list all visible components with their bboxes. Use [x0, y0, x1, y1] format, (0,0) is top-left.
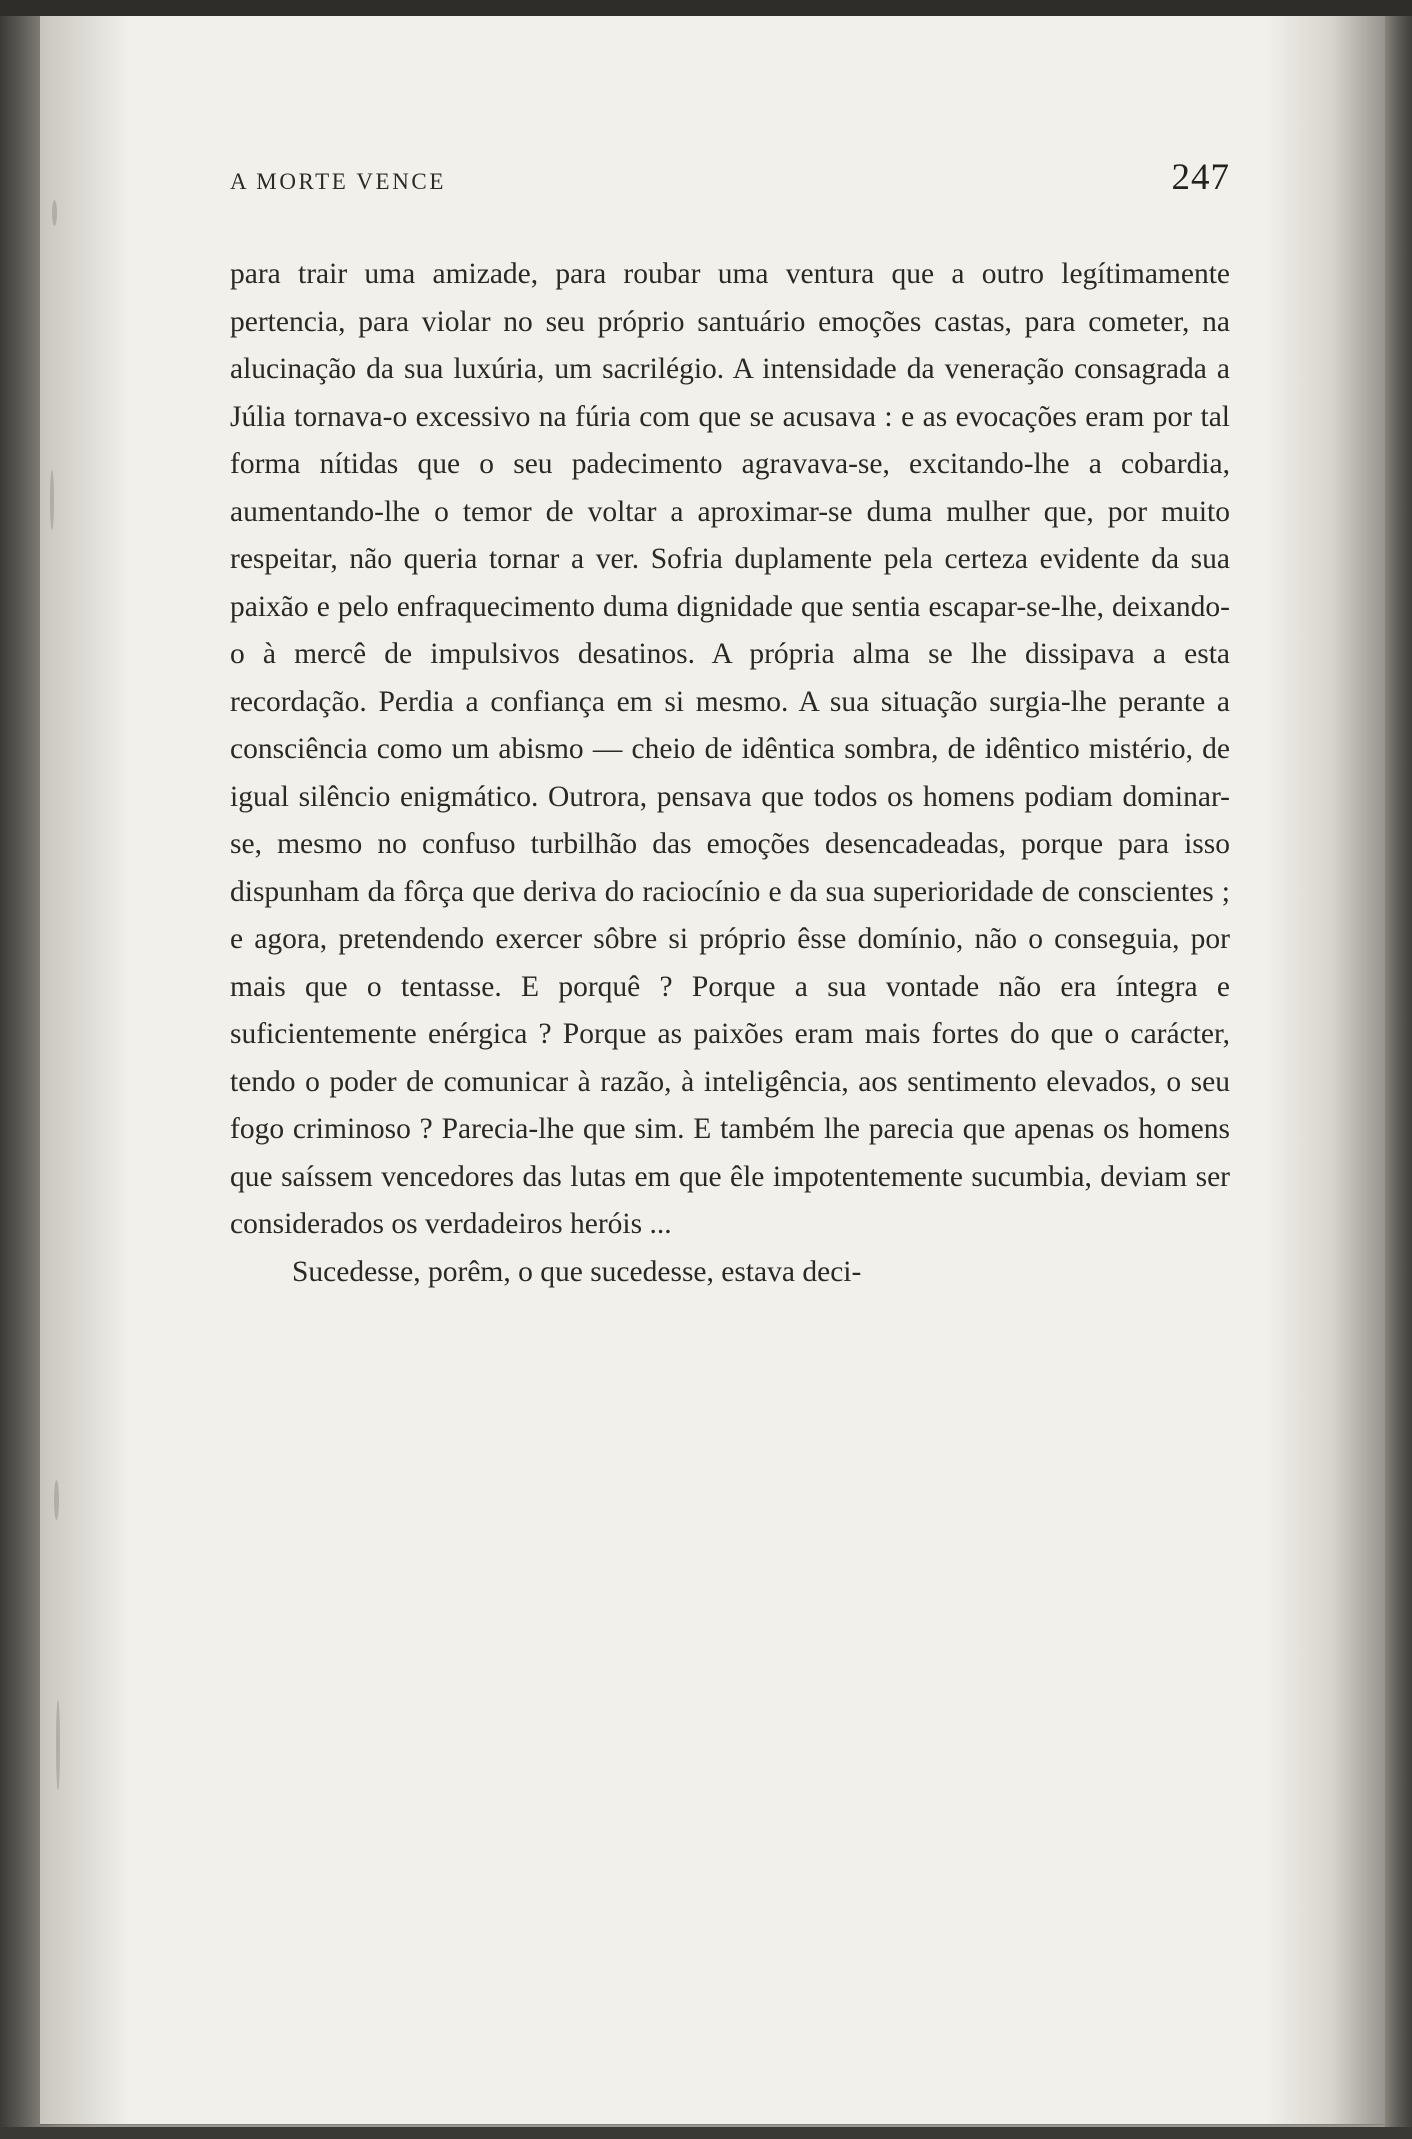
- book-page-paper: [40, 16, 1385, 2124]
- scan-frame-left: [0, 0, 40, 2139]
- running-head: [230, 156, 1230, 199]
- page-speck: [54, 1480, 59, 1520]
- body-text: [230, 251, 1230, 1296]
- page-speck: [50, 470, 54, 530]
- paragraph: para trair uma amizade, para roubar uma ventura que a outro legítimamente pertencia, para violar no seu próprio santuário emoções castas, para cometer, na alucinação da sua luxúria, um sacrilégio. A intensidade da veneração consagrada a Júlia tornava-o excessivo na fúria com que se acusava : e as evocações eram por tal forma nítidas que o seu padecimento agravava-se, excitando-lhe a cobardia, aumentando-lhe o temor de voltar a aproximar-se duma mulher que, por muito respeitar, não queria tornar a ver. Sofria duplamente pela certeza evidente da sua paixão e pelo enfraquecimento duma dignidade que sentia escapar-se-lhe, deixando-o à mercê de impulsivos desatinos. A própria alma se lhe dissipava a esta recordação. Perdia a confiança em si mesmo. A sua situação surgia-lhe perante a consciência como um abismo — cheio de idêntica sombra, de idêntico mistério, de igual silêncio enigmático. Outrora, pensava que todos os homens podiam dominar-se, mesmo no confuso turbilhão das emoções desencadeadas, porque para isso dispunham da fôrça que deriva do raciocínio e da sua superioridade de conscientes ; e agora, pretendendo exercer sôbre si próprio êsse domínio, não o conseguia, por mais que o tentasse. E porquê ? Porque a sua vontade não era íntegra e suficientemente enérgica ? Porque as paixões eram mais fortes do que o carácter, tendo o poder de comunicar à razão, à inteligência, aos sentimento elevados, o seu fogo criminoso ? Parecia-lhe que sim. E também lhe parecia que apenas os homens que saíssem vencedores das lutas em que êle impotentemente sucumbia, deviam ser considerados os verdadeiros heróis ...: [230, 258, 1230, 1240]
- scan-frame-bottom: [0, 2127, 1412, 2139]
- page-number: 247: [1171, 157, 1230, 198]
- scan-frame-right: [1385, 0, 1412, 2139]
- page-content: [190, 156, 1230, 1296]
- page-speck: [52, 200, 57, 226]
- running-head-title: A MORTE VENCE: [230, 169, 447, 194]
- paragraph: Sucedesse, porêm, o que sucedesse, estava deci-: [292, 1255, 862, 1288]
- page-speck: [56, 1700, 60, 1790]
- scan-frame-top: [0, 0, 1412, 16]
